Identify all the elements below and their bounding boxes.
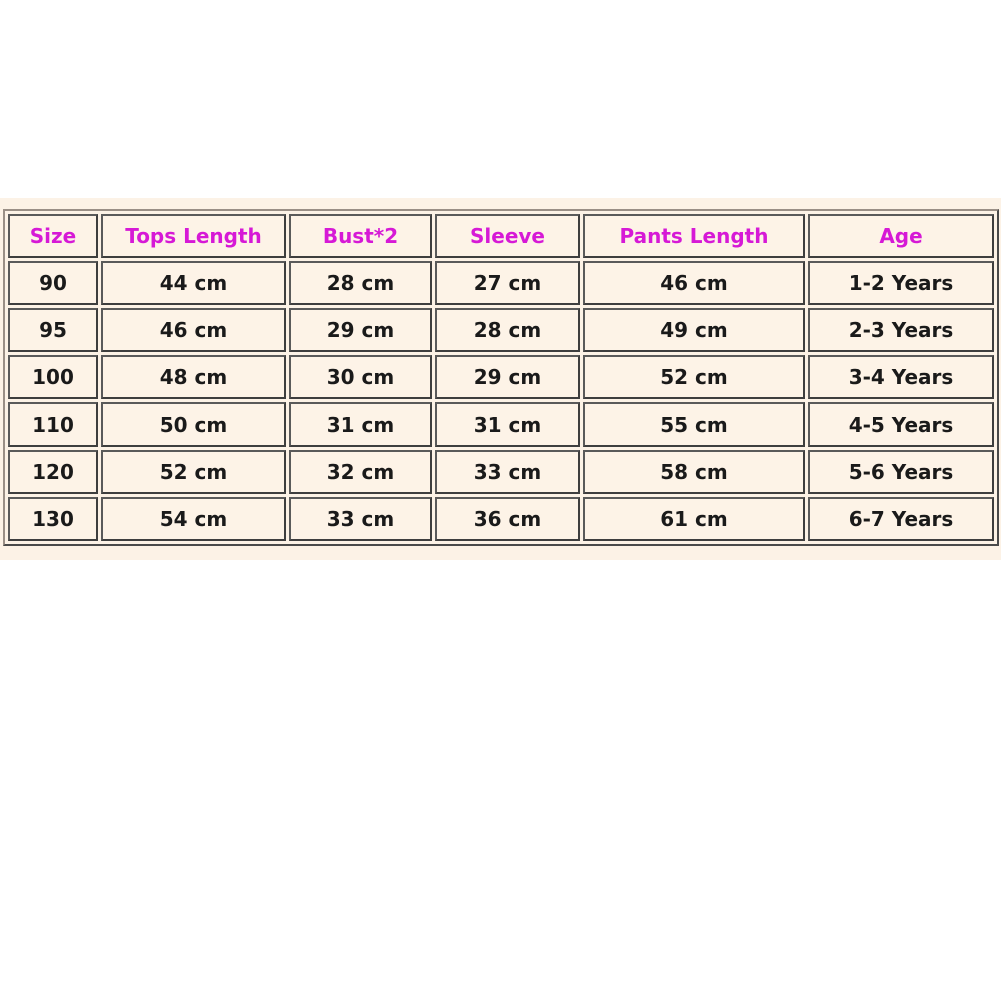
cell-age: 4-5 Years (808, 402, 994, 446)
cell-bust: 33 cm (289, 497, 432, 541)
table-row (8, 497, 994, 541)
table-row (8, 355, 994, 399)
cell-size: 130 (8, 497, 98, 541)
table-row (8, 450, 994, 494)
cell-bust: 32 cm (289, 450, 432, 494)
size-chart-panel (0, 198, 1001, 560)
table-row (8, 402, 994, 446)
cell-age: 6-7 Years (808, 497, 994, 541)
cell-sleeve: 28 cm (435, 308, 580, 352)
header-bust: Bust*2 (289, 214, 432, 258)
header-pants-length: Pants Length (583, 214, 805, 258)
cell-sleeve: 29 cm (435, 355, 580, 399)
cell-tops-length: 52 cm (101, 450, 286, 494)
cell-size: 95 (8, 308, 98, 352)
header-tops-length: Tops Length (101, 214, 286, 258)
cell-size: 120 (8, 450, 98, 494)
header-row (8, 214, 994, 258)
cell-pants-length: 58 cm (583, 450, 805, 494)
cell-age: 1-2 Years (808, 261, 994, 305)
cell-pants-length: 61 cm (583, 497, 805, 541)
cell-size: 90 (8, 261, 98, 305)
cell-size: 100 (8, 355, 98, 399)
cell-pants-length: 52 cm (583, 355, 805, 399)
cell-sleeve: 27 cm (435, 261, 580, 305)
header-size: Size (8, 214, 98, 258)
table-row (8, 308, 994, 352)
cell-age: 3-4 Years (808, 355, 994, 399)
cell-tops-length: 48 cm (101, 355, 286, 399)
cell-age: 2-3 Years (808, 308, 994, 352)
header-sleeve: Sleeve (435, 214, 580, 258)
cell-bust: 29 cm (289, 308, 432, 352)
cell-bust: 30 cm (289, 355, 432, 399)
cell-size: 110 (8, 402, 98, 446)
cell-pants-length: 49 cm (583, 308, 805, 352)
cell-sleeve: 33 cm (435, 450, 580, 494)
table-row (8, 261, 994, 305)
size-chart-table (3, 209, 999, 546)
cell-bust: 31 cm (289, 402, 432, 446)
cell-tops-length: 44 cm (101, 261, 286, 305)
cell-bust: 28 cm (289, 261, 432, 305)
header-age: Age (808, 214, 994, 258)
cell-sleeve: 36 cm (435, 497, 580, 541)
cell-pants-length: 55 cm (583, 402, 805, 446)
cell-tops-length: 50 cm (101, 402, 286, 446)
cell-tops-length: 54 cm (101, 497, 286, 541)
cell-pants-length: 46 cm (583, 261, 805, 305)
cell-age: 5-6 Years (808, 450, 994, 494)
cell-tops-length: 46 cm (101, 308, 286, 352)
cell-sleeve: 31 cm (435, 402, 580, 446)
